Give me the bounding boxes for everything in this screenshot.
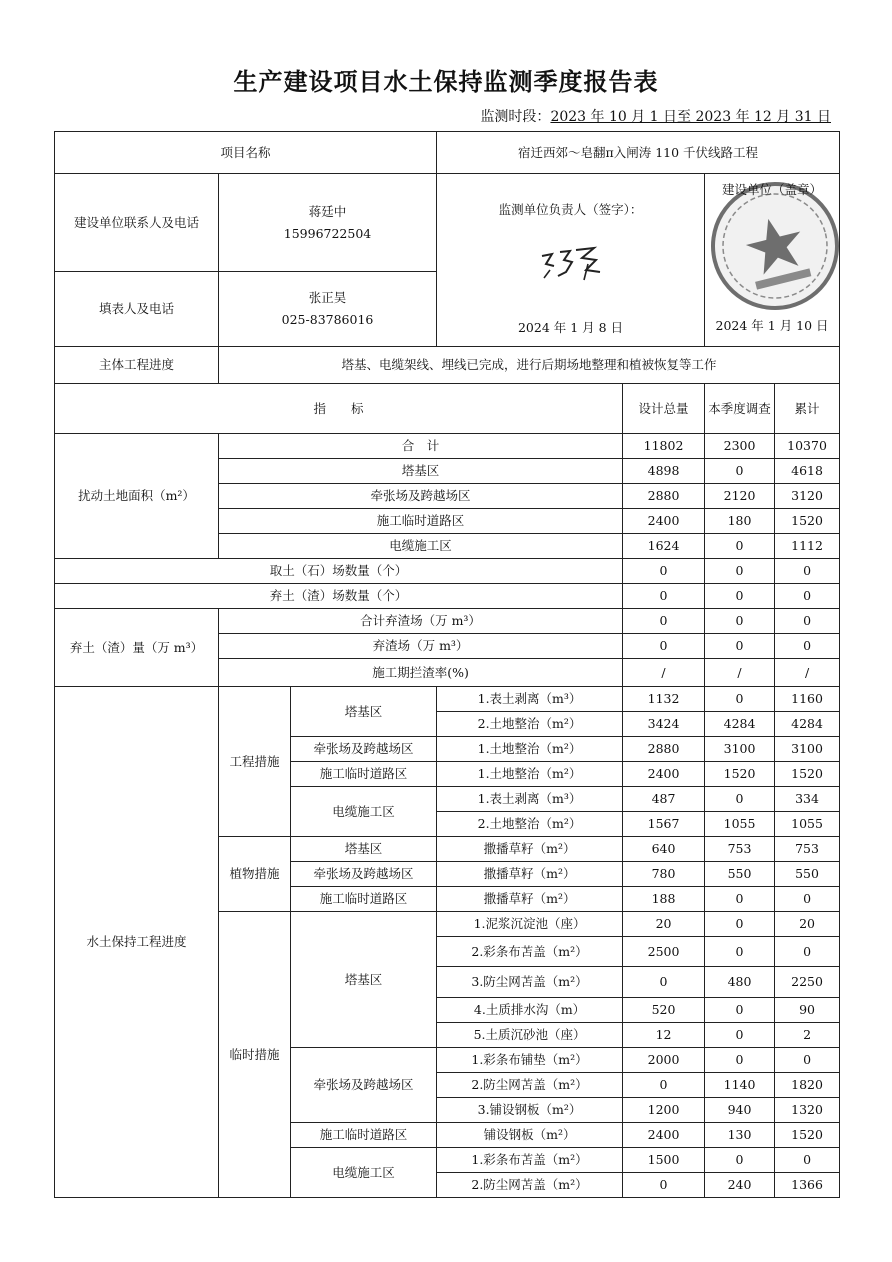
quarter-value: 0: [705, 1048, 775, 1073]
row-name: 牵张场及跨越场区: [219, 484, 623, 509]
table-row: [55, 434, 840, 459]
progress-value: 塔基、电缆架线、埋线已完成，进行后期场地整理和植被恢复等工作: [219, 347, 840, 384]
design-value: 2500: [623, 937, 705, 967]
quarter-value: 2300: [705, 434, 775, 459]
cumulative-value: 2250: [775, 967, 840, 998]
quarter-value: 2120: [705, 484, 775, 509]
quarter-value: 240: [705, 1173, 775, 1198]
filler-phone: 025-83786016: [281, 312, 374, 327]
spoil-label: 弃土（渣）量（万 m³）: [55, 609, 219, 687]
quarter-value: 0: [705, 634, 775, 659]
cumulative-value: 753: [775, 837, 840, 862]
cumulative-header: 累计: [775, 384, 840, 434]
cumulative-value: 1366: [775, 1173, 840, 1198]
design-value: 780: [623, 862, 705, 887]
quarter-value: 0: [705, 912, 775, 937]
table-row: [55, 559, 840, 584]
cumulative-value: 1112: [775, 534, 840, 559]
cumulative-value: 334: [775, 787, 840, 812]
row-name: 撒播草籽（m²）: [437, 837, 623, 862]
monitor-sign-date: 2024 年 1 月 8 日: [517, 320, 624, 335]
row-name: 合 计: [219, 434, 623, 459]
design-value: 1200: [623, 1098, 705, 1123]
quarter-value: /: [705, 659, 775, 687]
design-value: 0: [623, 967, 705, 998]
design-value: 4898: [623, 459, 705, 484]
contact-label: 建设单位联系人及电话: [55, 174, 219, 272]
official-seal: [707, 180, 843, 312]
cumulative-value: 1520: [775, 509, 840, 534]
eng-tower-area: 塔基区: [291, 687, 437, 737]
cumulative-value: 0: [775, 887, 840, 912]
row-name: 塔基区: [219, 459, 623, 484]
cumulative-value: 4618: [775, 459, 840, 484]
progress-row: [55, 347, 840, 384]
cumulative-value: 0: [775, 634, 840, 659]
quarter-value: 0: [705, 937, 775, 967]
quarter-value: 0: [705, 887, 775, 912]
quarter-value: 0: [705, 559, 775, 584]
cumulative-value: 3120: [775, 484, 840, 509]
veg-road-area: 施工临时道路区: [291, 887, 437, 912]
cumulative-value: 1520: [775, 762, 840, 787]
row-name: 1.彩条布苫盖（m²）: [437, 1148, 623, 1173]
cumulative-value: 0: [775, 937, 840, 967]
row-name: 弃渣场（万 m³）: [219, 634, 623, 659]
spoil-count-label: 弃土（渣）场数量（个）: [55, 584, 623, 609]
quarter-value: 1055: [705, 812, 775, 837]
cumulative-value: 1520: [775, 1123, 840, 1148]
row-name: 撒播草籽（m²）: [437, 887, 623, 912]
handwritten-signature: [536, 242, 606, 286]
quarter-value: 0: [705, 459, 775, 484]
cumulative-value: 10370: [775, 434, 840, 459]
quarter-value: 4284: [705, 712, 775, 737]
row-name: 5.土质沉砂池（座）: [437, 1023, 623, 1048]
row-name: 撒播草籽（m²）: [437, 862, 623, 887]
cumulative-value: 3100: [775, 737, 840, 762]
project-row: [55, 132, 840, 174]
build-unit-cell: [705, 174, 840, 347]
row-name: 合计弃渣场（万 m³）: [219, 609, 623, 634]
cumulative-value: 1320: [775, 1098, 840, 1123]
indicator-header: 指 标: [55, 384, 623, 434]
period-label: 监测时段：: [480, 109, 551, 125]
swc-label: 水土保持工程进度: [55, 687, 219, 1198]
quarter-value: 180: [705, 509, 775, 534]
temp-cable-area: 电缆施工区: [291, 1148, 437, 1198]
build-unit-date: 2024 年 1 月 10 日: [715, 318, 829, 334]
design-value: 3424: [623, 712, 705, 737]
cumulative-value: 1820: [775, 1073, 840, 1098]
quarter-value: 940: [705, 1098, 775, 1123]
design-value: 12: [623, 1023, 705, 1048]
project-name: 宿迁西郊～皂翻π入闸涛 110 千伏线路工程: [437, 132, 840, 174]
row-name: 1.土地整治（m²）: [437, 762, 623, 787]
contact-info: [219, 174, 437, 272]
design-value: 0: [623, 559, 705, 584]
design-value: 11802: [623, 434, 705, 459]
quarter-value: 550: [705, 862, 775, 887]
table-row: [55, 687, 840, 712]
design-value: 20: [623, 912, 705, 937]
design-value: 520: [623, 998, 705, 1023]
design-value: 2880: [623, 737, 705, 762]
indicator-header-row: [55, 384, 840, 434]
row-name: 3.防尘网苫盖（m²）: [437, 967, 623, 998]
progress-label: 主体工程进度: [55, 347, 219, 384]
design-value: 0: [623, 634, 705, 659]
eng-tension-area: 牵张场及跨越场区: [291, 737, 437, 762]
row-name: 2.土地整治（m²）: [437, 812, 623, 837]
build-unit-label: 建设单位（盖章）: [722, 182, 823, 197]
project-label: 项目名称: [55, 132, 437, 174]
monitor-sign-label: 监测单位负责人（签字）：: [498, 202, 643, 218]
quarter-value: 0: [705, 998, 775, 1023]
temp-road-area: 施工临时道路区: [291, 1123, 437, 1148]
cumulative-value: 0: [775, 1148, 840, 1173]
veg-label: 植物措施: [219, 837, 291, 912]
contact-phone: 15996722504: [283, 225, 372, 241]
design-value: 0: [623, 584, 705, 609]
cumulative-value: 0: [775, 1048, 840, 1073]
eng-label: 工程措施: [219, 687, 291, 837]
design-value: /: [623, 659, 705, 687]
temp-tower-area: 塔基区: [291, 912, 437, 1048]
row-name: 1.土地整治（m²）: [437, 737, 623, 762]
row-name: 2.防尘网苫盖（m²）: [437, 1073, 623, 1098]
row-name: 施工期拦渣率(%): [219, 659, 623, 687]
quarter-value: 130: [705, 1123, 775, 1148]
quarter-header: 本季度调查: [705, 384, 775, 434]
row-name: 3.铺设钢板（m²）: [437, 1098, 623, 1123]
quarter-value: 0: [705, 1148, 775, 1173]
design-value: 2400: [623, 509, 705, 534]
design-value: 0: [623, 1173, 705, 1198]
filler-label: 填表人及电话: [55, 272, 219, 347]
period-value: 2023 年 10 月 1 日至 2023 年 12 月 31 日: [550, 109, 831, 125]
cumulative-value: 1055: [775, 812, 840, 837]
quarter-value: 0: [705, 687, 775, 712]
cumulative-value: 1160: [775, 687, 840, 712]
design-header: 设计总量: [623, 384, 705, 434]
design-value: 0: [623, 609, 705, 634]
row-name: 2.彩条布苫盖（m²）: [437, 937, 623, 967]
quarter-value: 0: [705, 787, 775, 812]
design-value: 2880: [623, 484, 705, 509]
monitoring-period: [480, 106, 831, 126]
cumulative-value: 90: [775, 998, 840, 1023]
design-value: 1567: [623, 812, 705, 837]
filler-info: [219, 272, 437, 347]
table-row: [55, 584, 840, 609]
quarter-value: 0: [705, 584, 775, 609]
disturb-label: 扰动土地面积（m²）: [55, 434, 219, 559]
design-value: 1132: [623, 687, 705, 712]
design-value: 0: [623, 1073, 705, 1098]
veg-tower-area: 塔基区: [291, 837, 437, 862]
row-name: 1.表土剥离（m³）: [437, 787, 623, 812]
veg-tension-area: 牵张场及跨越场区: [291, 862, 437, 887]
design-value: 2400: [623, 1123, 705, 1148]
row-name: 2.防尘网苫盖（m²）: [437, 1173, 623, 1198]
contact-row: [55, 174, 840, 272]
row-name: 施工临时道路区: [219, 509, 623, 534]
page-title: 生产建设项目水土保持监测季度报告表: [233, 68, 659, 96]
quarter-value: 0: [705, 609, 775, 634]
cumulative-value: 550: [775, 862, 840, 887]
design-value: 1500: [623, 1148, 705, 1173]
temp-label: 临时措施: [219, 912, 291, 1198]
quarter-value: 1140: [705, 1073, 775, 1098]
design-value: 188: [623, 887, 705, 912]
design-value: 640: [623, 837, 705, 862]
eng-road-area: 施工临时道路区: [291, 762, 437, 787]
cumulative-value: 0: [775, 609, 840, 634]
row-name: 1.彩条布铺垫（m²）: [437, 1048, 623, 1073]
design-value: 1624: [623, 534, 705, 559]
row-name: 1.表土剥离（m³）: [437, 687, 623, 712]
monitor-sign-cell: [437, 174, 705, 347]
quarter-value: 0: [705, 534, 775, 559]
table-row: [55, 609, 840, 634]
contact-name: 蒋廷中: [308, 203, 347, 219]
borrow-count-label: 取土（石）场数量（个）: [55, 559, 623, 584]
design-value: 2400: [623, 762, 705, 787]
quarter-value: 753: [705, 837, 775, 862]
cumulative-value: 0: [775, 584, 840, 609]
filler-name: 张正昊: [308, 290, 347, 306]
cumulative-value: /: [775, 659, 840, 687]
row-name: 2.土地整治（m²）: [437, 712, 623, 737]
quarter-value: 0: [705, 1023, 775, 1048]
report-table: [54, 131, 840, 1198]
row-name: 1.泥浆沉淀池（座）: [437, 912, 623, 937]
cumulative-value: 0: [775, 559, 840, 584]
cumulative-value: 4284: [775, 712, 840, 737]
row-name: 电缆施工区: [219, 534, 623, 559]
eng-cable-area: 电缆施工区: [291, 787, 437, 837]
quarter-value: 480: [705, 967, 775, 998]
design-value: 2000: [623, 1048, 705, 1073]
quarter-value: 3100: [705, 737, 775, 762]
cumulative-value: 2: [775, 1023, 840, 1048]
row-name: 铺设钢板（m²）: [437, 1123, 623, 1148]
quarter-value: 1520: [705, 762, 775, 787]
design-value: 487: [623, 787, 705, 812]
temp-tension-area: 牵张场及跨越场区: [291, 1048, 437, 1123]
cumulative-value: 20: [775, 912, 840, 937]
row-name: 4.土质排水沟（m）: [437, 998, 623, 1023]
